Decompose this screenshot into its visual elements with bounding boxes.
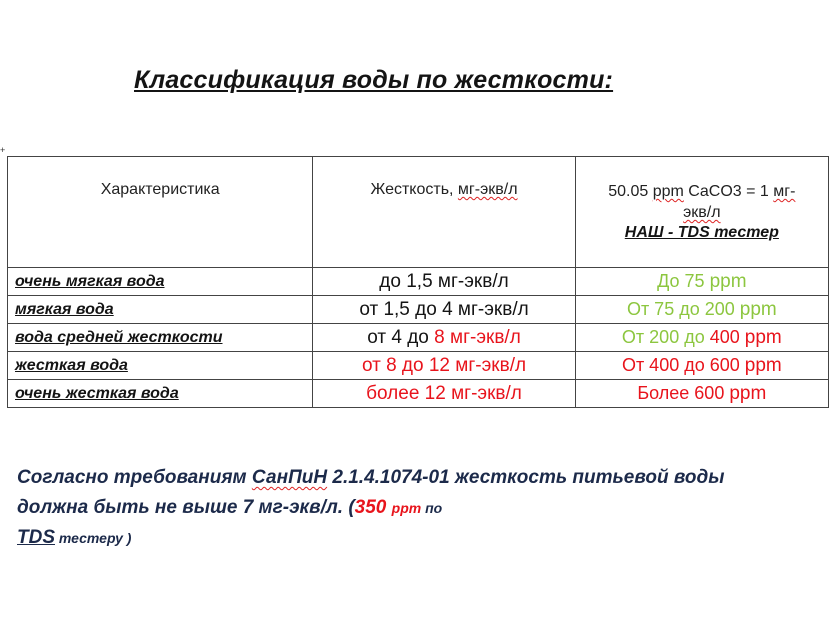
header-characteristic-label: Характеристика — [100, 181, 220, 198]
ppm-segment: 400 — [709, 327, 745, 347]
ppm-segment: От 400 до 600 — [621, 355, 745, 375]
header-ppm-line2: экв/л — [683, 204, 721, 221]
ppm-cell — [575, 296, 828, 324]
table-row — [8, 268, 829, 296]
note-part2: 2.1.4.1074-01 жесткость питьевой воды должна быть не выше 7 — [17, 467, 725, 518]
hardness-segment: от 8 до 12 мг-экв/л — [361, 355, 527, 376]
note-sanpin: СанПиН — [251, 467, 328, 488]
ppm-segment: От 200 до — [621, 327, 710, 347]
note-ppm-value: 350 — [354, 497, 392, 518]
header-characteristic — [8, 157, 313, 268]
header-hardness — [313, 157, 575, 268]
header-hardness-prefix: Жесткость, — [370, 181, 458, 198]
water-type-cell: вода средней жесткости — [8, 324, 313, 352]
ppm-segment: От 75 до 200 — [626, 299, 740, 319]
ppm-cell — [575, 268, 828, 296]
hardness-segment: от 4 до — [367, 327, 435, 348]
ppm-cell — [575, 380, 828, 408]
hardness-cell — [313, 296, 575, 324]
header-ppm-label — [576, 157, 828, 243]
note-part3: . ( — [337, 497, 355, 518]
note-part4: по — [421, 500, 443, 516]
ppm-unit: ppm — [744, 355, 782, 376]
hardness-segment: от 1,5 до 4 мг-экв/л — [359, 299, 529, 320]
hardness-cell — [313, 380, 575, 408]
table-header-row — [8, 157, 829, 268]
header-hardness-unit: мг-экв/л — [457, 181, 518, 198]
header-ppm-equals: CaCO3 = 1 — [683, 183, 774, 200]
note-unit: мг-экв/л — [258, 497, 338, 518]
header-tds-label: НАШ - TDS тестер — [624, 224, 779, 241]
ppm-cell — [575, 352, 828, 380]
water-type-cell: жесткая вода — [8, 352, 313, 380]
page-title: Классификация воды по жесткости: — [134, 66, 614, 94]
header-ppm-unit: ppm — [652, 183, 684, 200]
sanpin-note — [17, 463, 737, 553]
water-type-cell: очень мягкая вода — [8, 268, 313, 296]
hardness-table — [7, 156, 829, 408]
table-row — [8, 296, 829, 324]
water-type-cell: мягкая вода — [8, 296, 313, 324]
note-part1: Согласно требованиям — [17, 467, 252, 488]
header-ppm — [575, 157, 828, 268]
hardness-segment: 8 мг-экв/л — [434, 327, 521, 348]
ppm-segment: Более 600 — [637, 383, 730, 403]
water-type-cell: очень жесткая вода — [8, 380, 313, 408]
ppm-unit: ppm — [744, 327, 782, 348]
ppm-unit: ppm — [729, 383, 767, 404]
table-row — [8, 352, 829, 380]
header-ppm-prefix: 50.05 — [608, 183, 653, 200]
ppm-segment: До 75 — [657, 271, 710, 291]
table-row — [8, 380, 829, 408]
header-ppm-unit2: мг- — [773, 183, 796, 200]
hardness-segment: до 1,5 мг-экв/л — [379, 271, 509, 292]
table-body — [8, 268, 829, 408]
note-part5: тестеру ) — [55, 530, 132, 546]
table-anchor-icon: + — [0, 145, 6, 155]
hardness-segment: более 12 мг-экв/л — [366, 383, 522, 404]
table-row — [8, 324, 829, 352]
ppm-cell — [575, 324, 828, 352]
ppm-unit: ppm — [709, 271, 747, 292]
note-ppm-unit: ppm — [391, 500, 422, 516]
note-tds: TDS — [17, 527, 55, 548]
hardness-cell — [313, 268, 575, 296]
ppm-unit: ppm — [739, 299, 777, 320]
hardness-cell — [313, 352, 575, 380]
header-hardness-label — [313, 157, 574, 199]
hardness-cell — [313, 324, 575, 352]
